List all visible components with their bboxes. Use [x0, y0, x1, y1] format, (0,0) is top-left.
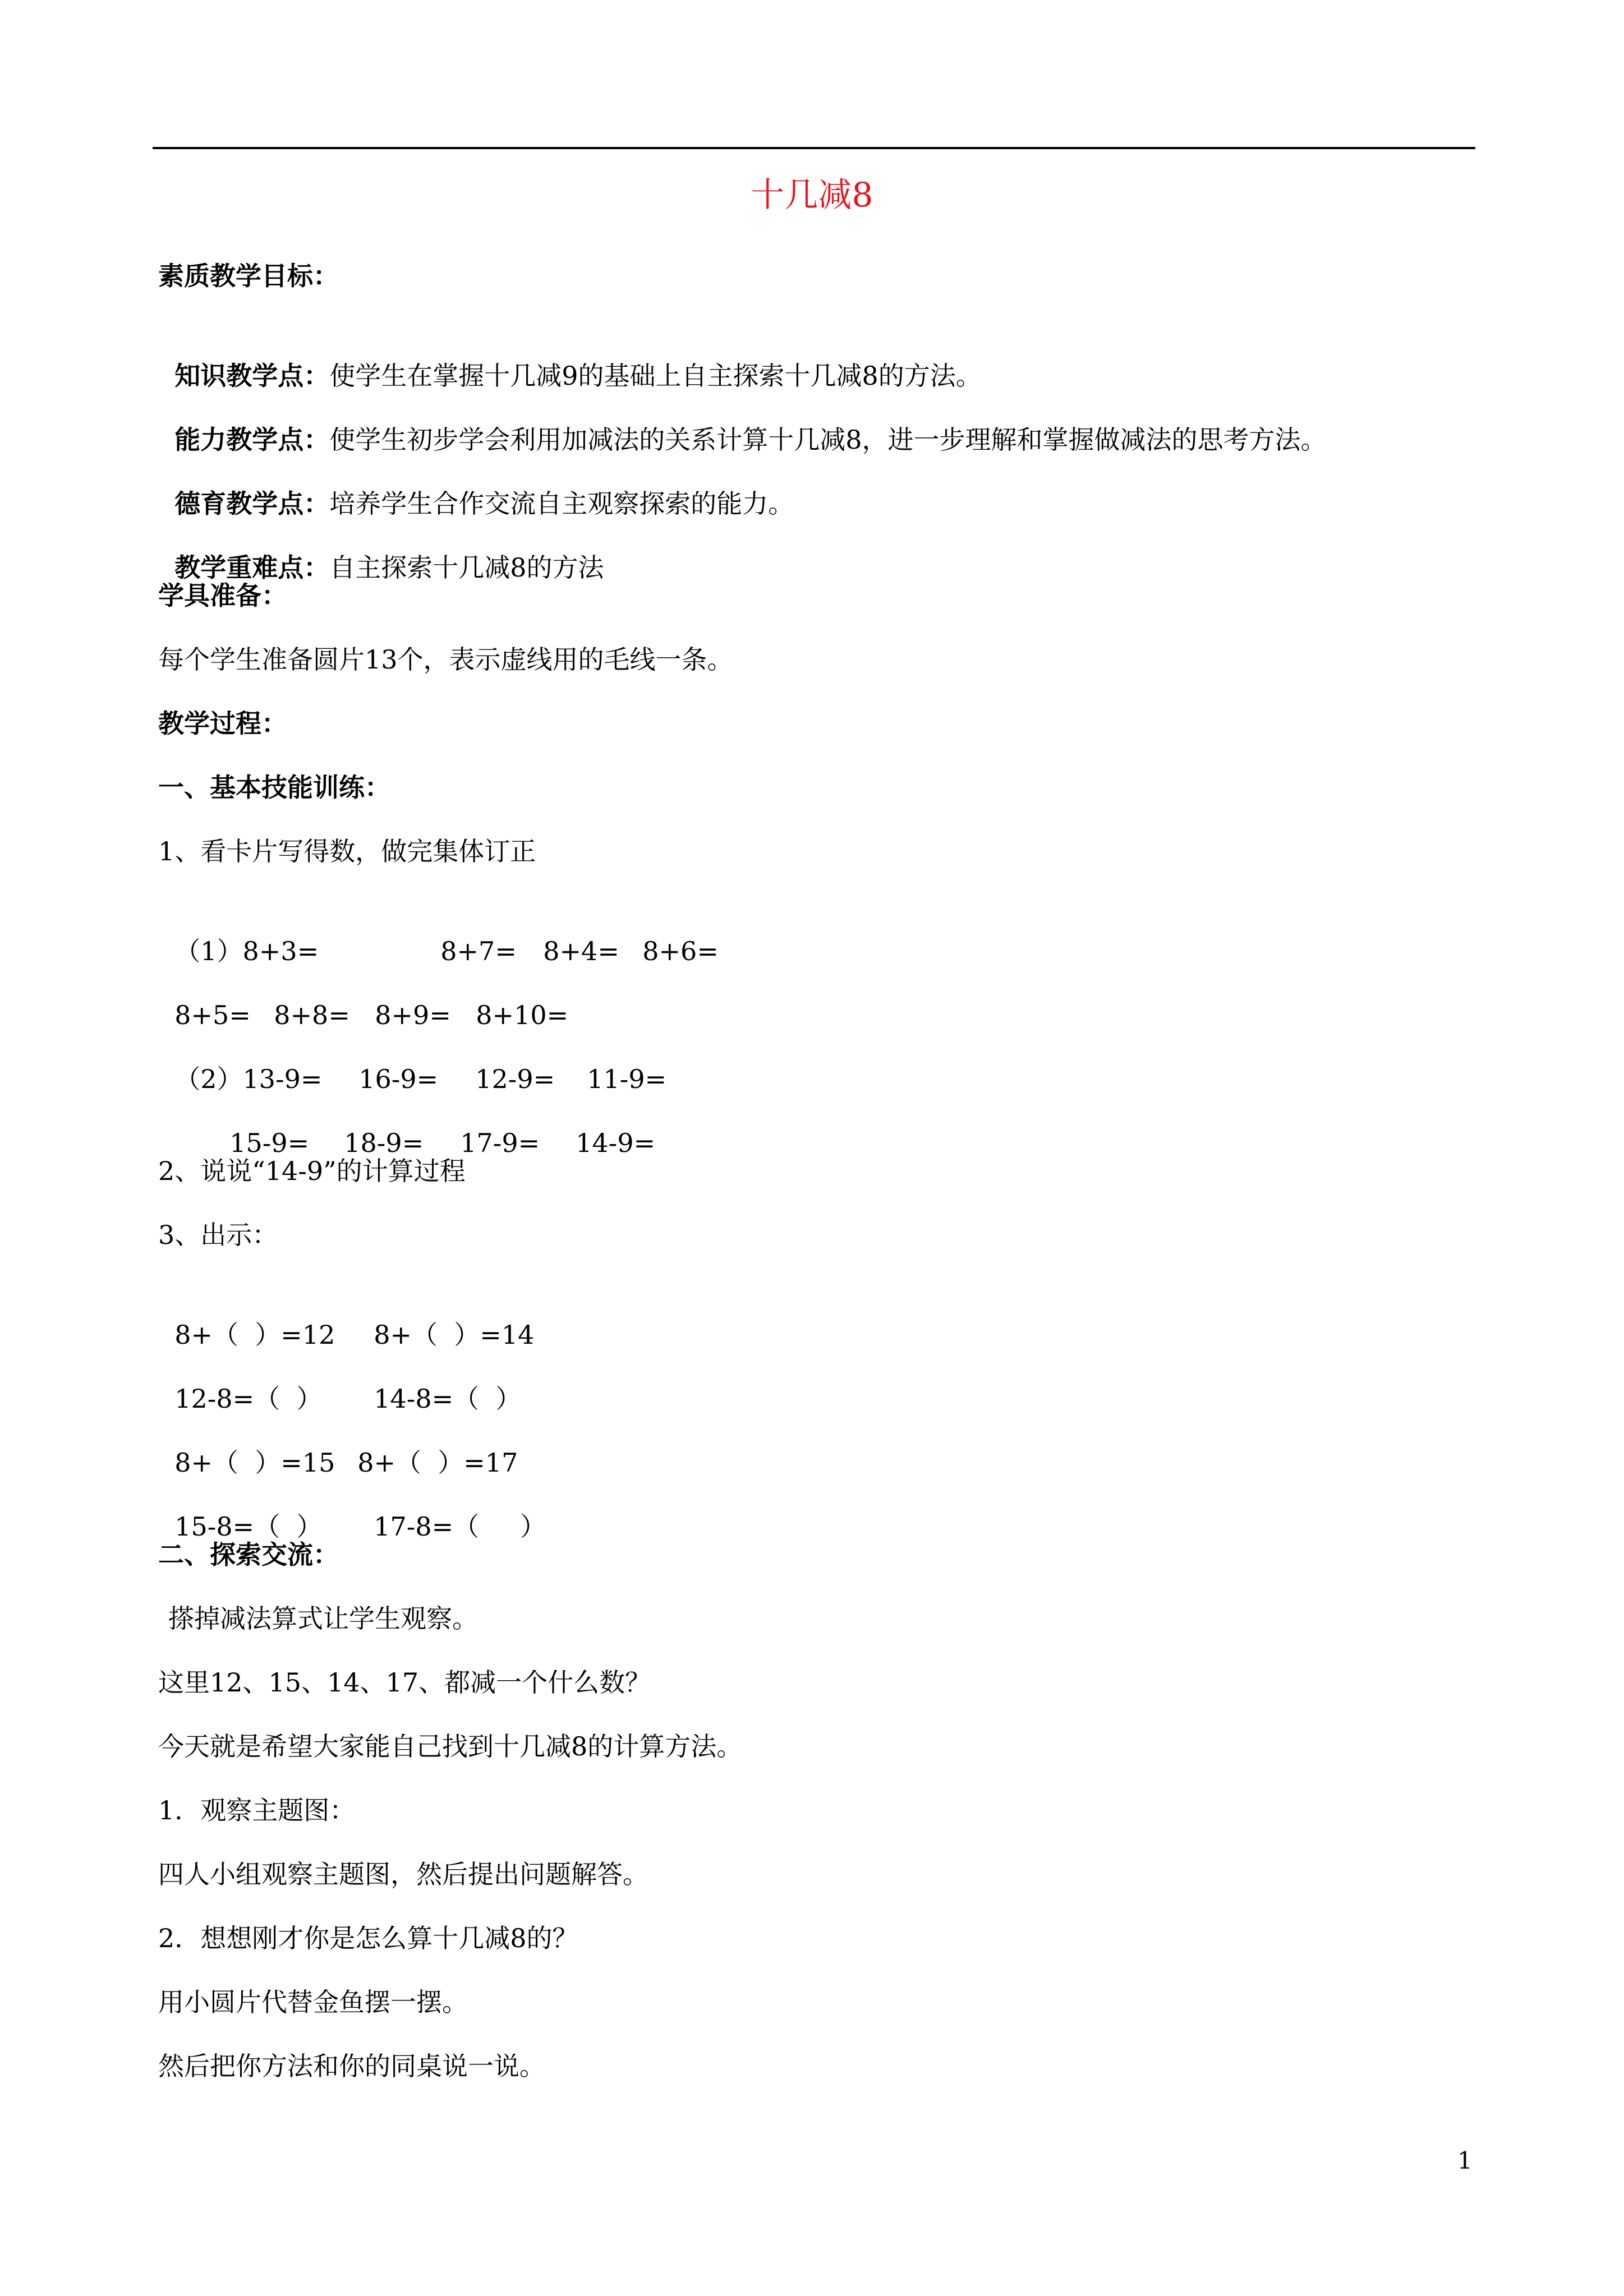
exercise-cell: （2）13-9=	[174, 1064, 323, 1094]
exercise-row-3	[158, 1025, 666, 1097]
equation-cell: 14-8=（ ）	[374, 1384, 522, 1414]
knowledge-label: 知识教学点：	[174, 361, 330, 391]
exercise-row-4	[213, 1089, 655, 1161]
key-point-text: 自主探索十几减8的方法	[329, 552, 604, 583]
tools-text: 每个学生准备圆片13个，表示虚线用的毛线一条。	[158, 644, 733, 675]
exercise-cell: 8+5=	[174, 1000, 251, 1030]
exercise-cell: 16-9=	[358, 1064, 439, 1094]
exercise-cell: 8+10=	[476, 1000, 569, 1030]
exercise-cell: 8+7=	[440, 936, 517, 966]
exercise-row-1	[158, 897, 719, 969]
paragraph-6: 2．想想刚才你是怎么算十几减8的？	[158, 1923, 578, 1953]
goal-heading: 素质教学目标：	[158, 261, 339, 291]
tools-heading: 学具准备：	[158, 580, 287, 611]
equation-cell: 12-8=（ ）	[174, 1384, 323, 1414]
moral-text: 培养学生合作交流自主观察探索的能力。	[329, 488, 794, 519]
equation-row-1	[158, 1281, 534, 1353]
exercise-cell: 12-9=	[475, 1064, 555, 1094]
equation-cell: 8+（ ）=12	[174, 1320, 335, 1350]
equation-row-4	[158, 1473, 546, 1545]
equation-cell: 15-8=（ ）	[174, 1511, 323, 1542]
ability-point	[158, 386, 1327, 458]
item1: 1、看卡片写得数，做完集体订正	[158, 836, 536, 866]
equation-cell: 17-8=（ ）	[374, 1511, 546, 1542]
item2: 2、说说“14-9”的计算过程	[158, 1156, 466, 1186]
equation-cell: 8+（ ）=15	[174, 1447, 335, 1478]
key-point	[158, 514, 604, 585]
equation-row-2	[158, 1345, 521, 1417]
section2-heading: 二、探索交流：	[158, 1539, 339, 1570]
page-number: 1	[1457, 2147, 1473, 2174]
exercise-cell: （1）8+3=	[174, 936, 319, 966]
equation-cell: 8+（ ）=17	[357, 1447, 518, 1478]
key-point-label: 教学重难点：	[174, 552, 330, 583]
paragraph-3: 今天就是希望大家能自己找到十几减8的计算方法。	[158, 1731, 743, 1762]
exercise-cell: 18-9=	[344, 1128, 424, 1158]
ability-label: 能力教学点：	[174, 425, 330, 455]
exercise-cell: 15-9=	[229, 1128, 310, 1158]
process-heading: 教学过程：	[158, 708, 287, 739]
paragraph-5: 四人小组观察主题图，然后提出问题解答。	[158, 1859, 648, 1889]
equation-cell: 8+（ ）=14	[374, 1320, 535, 1350]
moral-point	[158, 450, 794, 522]
item3: 3、出示：	[158, 1220, 278, 1250]
paragraph-4: 1．观察主题图：	[158, 1795, 356, 1825]
exercise-cell: 8+4=	[543, 936, 619, 966]
knowledge-text: 使学生在掌握十几减9的基础上自主探索十几减8的方法。	[329, 361, 982, 391]
moral-label: 德育教学点：	[174, 488, 330, 519]
exercise-cell: 17-9=	[460, 1128, 540, 1158]
knowledge-point	[158, 322, 982, 394]
paragraph-7: 用小圆片代替金鱼摆一摆。	[158, 1987, 468, 2017]
paragraph-8: 然后把你方法和你的同桌说一说。	[158, 2051, 545, 2081]
paragraph-2: 这里12、15、14、17、都减一个什么数？	[158, 1667, 651, 1698]
ability-text: 使学生初步学会利用加减法的关系计算十几减8，进一步理解和掌握做减法的思考方法。	[329, 425, 1327, 455]
exercise-cell: 11-9=	[587, 1064, 667, 1094]
exercise-cell: 8+6=	[642, 936, 719, 966]
paragraph-1: 搽掉减法算式让学生观察。	[168, 1603, 478, 1634]
exercise-cell: 14-9=	[576, 1128, 656, 1158]
equation-row-3	[158, 1409, 518, 1481]
section1-heading: 一、基本技能训练：	[158, 772, 390, 803]
exercise-cell: 8+9=	[375, 1000, 451, 1030]
header-rule	[153, 147, 1475, 149]
exercise-cell: 8+8=	[274, 1000, 350, 1030]
page-title: 十几减8	[751, 176, 873, 215]
exercise-row-2	[158, 961, 568, 1033]
